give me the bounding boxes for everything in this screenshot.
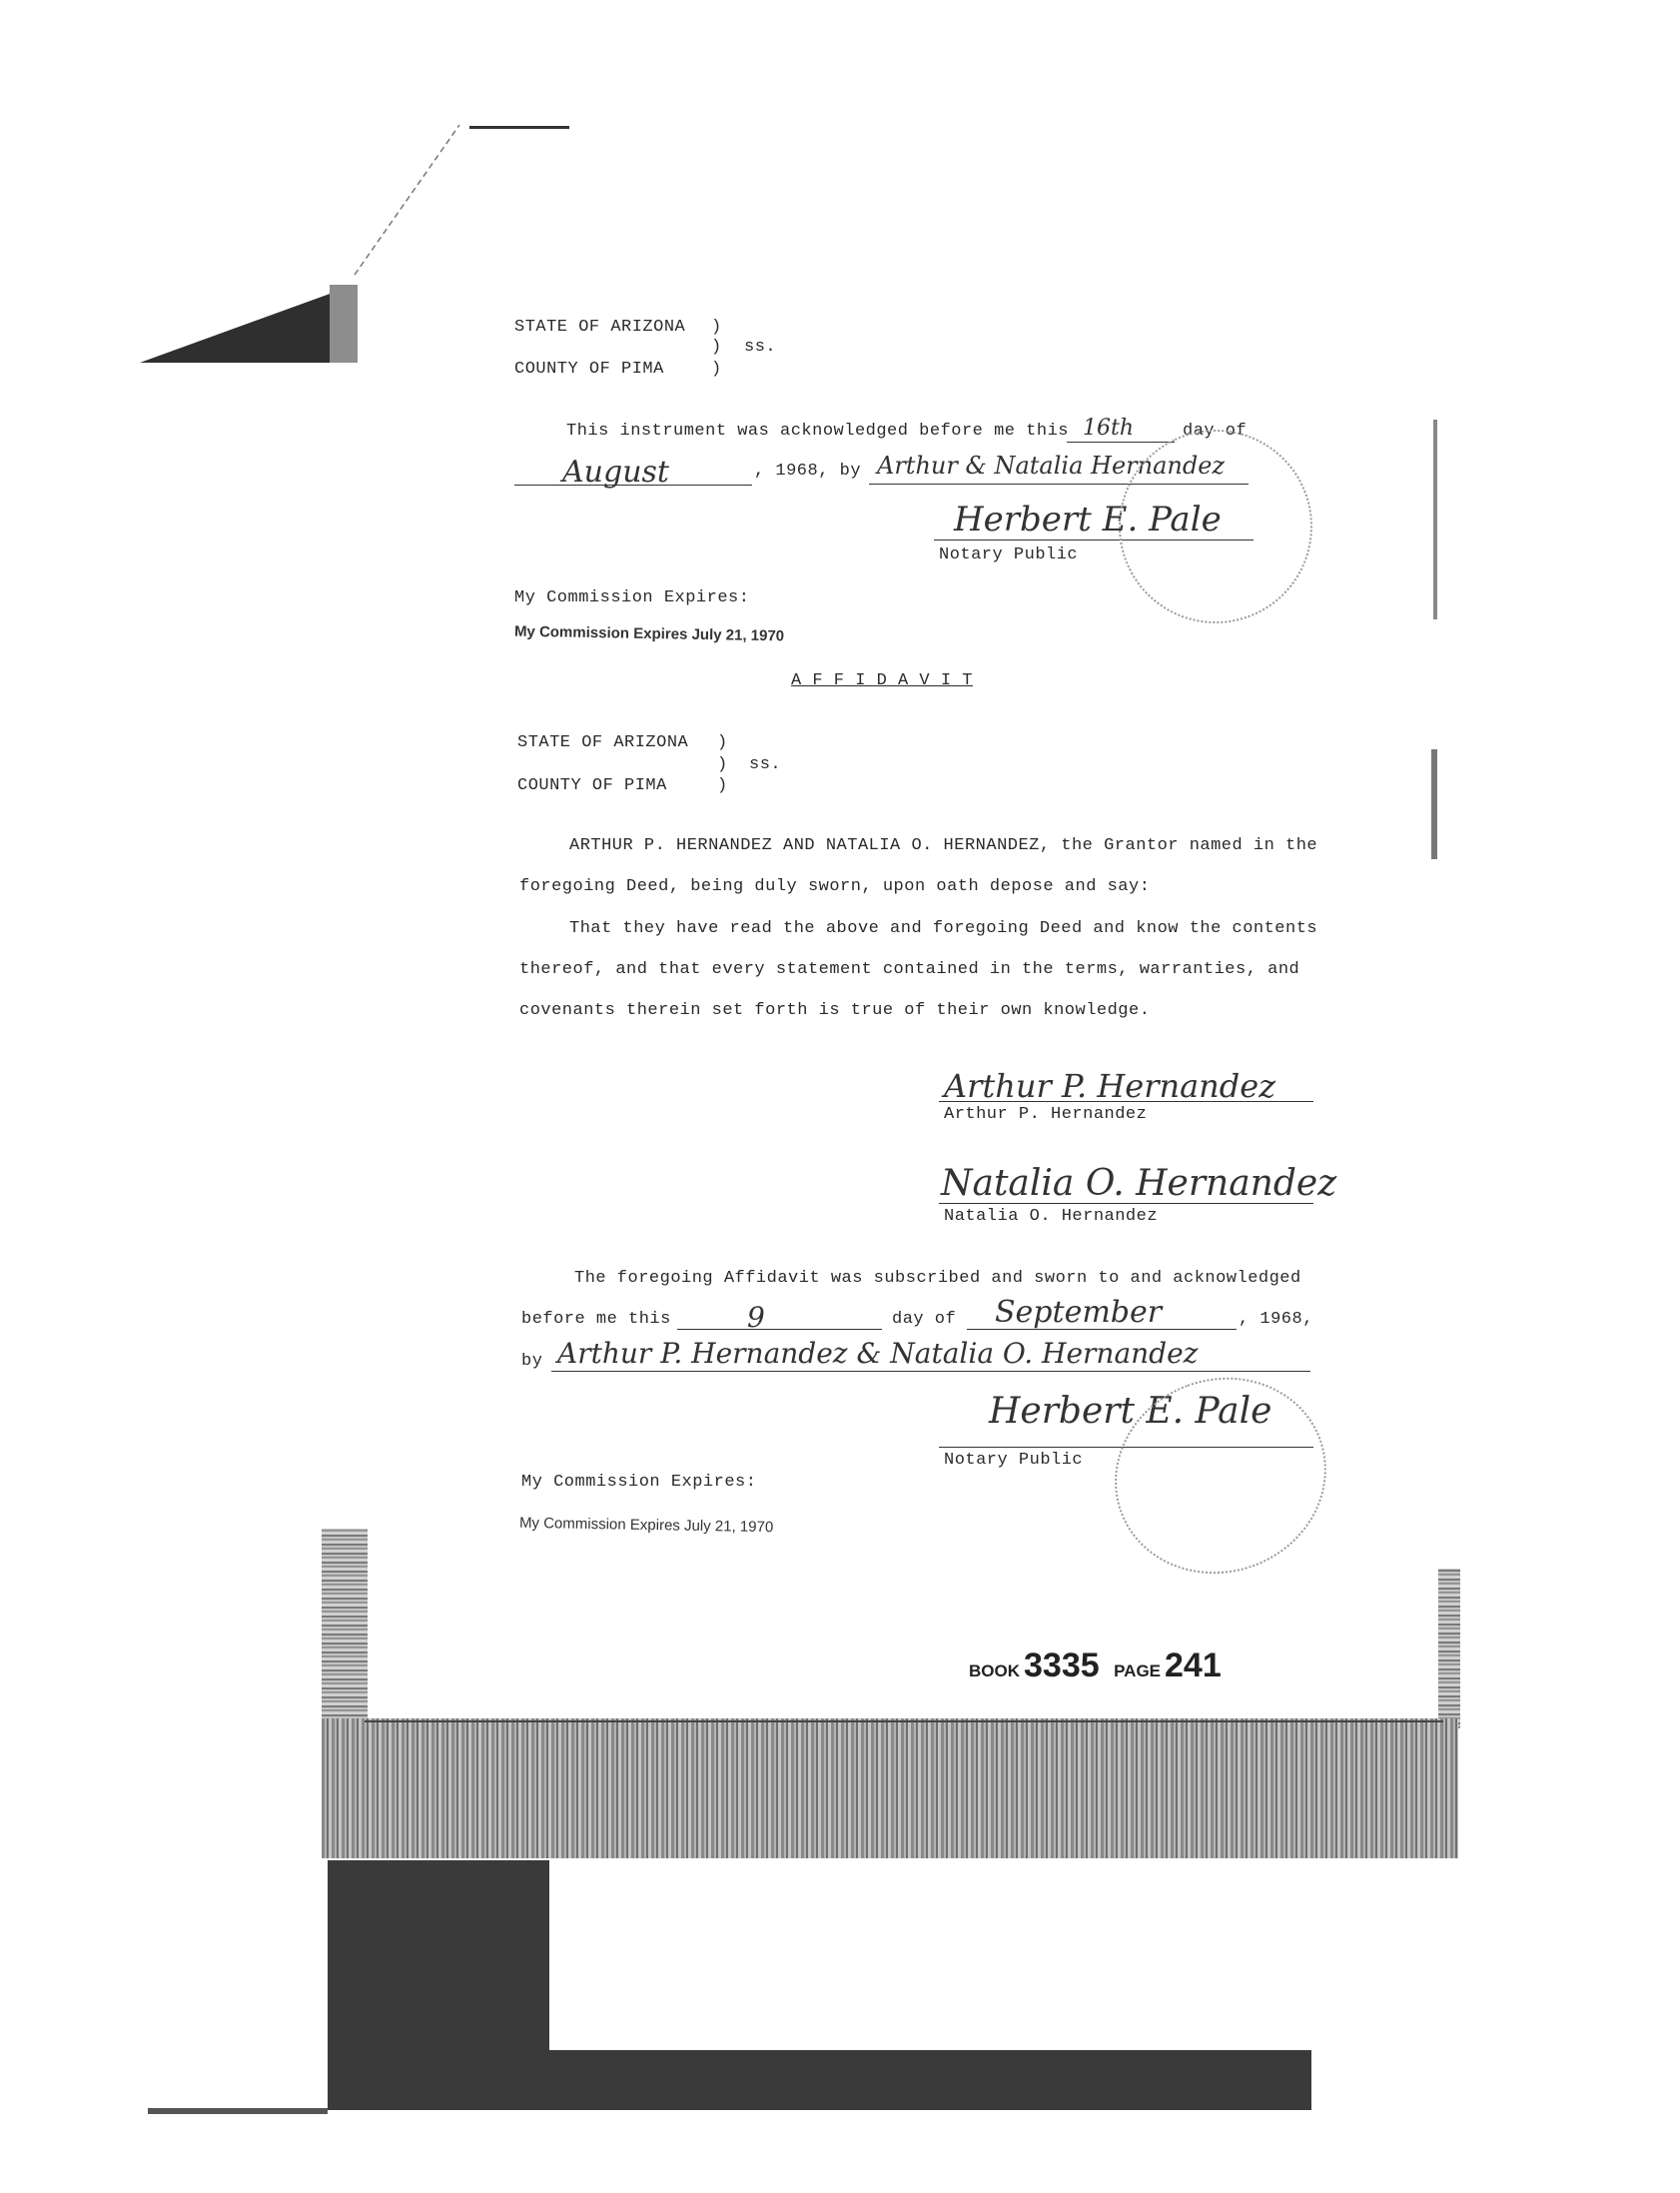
jurat-by-field xyxy=(551,1337,1310,1372)
signer1-name: Arthur P. Hernandez xyxy=(944,1105,1148,1124)
signer1-sig-line xyxy=(939,1101,1313,1102)
scan-page-edge xyxy=(365,1720,1443,1722)
affidavit-title: A F F I D A V I T xyxy=(791,671,973,690)
scan-top-rule xyxy=(469,126,569,129)
signer2-signature: Natalia O. Hernandez xyxy=(941,1163,1337,1204)
affidavit-body-line-2: foregoing Deed, being duly sworn, upon oath depose and say: xyxy=(519,877,1151,896)
ack-day-field xyxy=(1067,416,1175,443)
scan-right-strip xyxy=(1438,1569,1460,1728)
jurat-by-prefix: by xyxy=(521,1352,543,1371)
affidavit-body-line-1: ARTHUR P. HERNANDEZ AND NATALIA O. HERNANDEZ, the Grantor named in the xyxy=(569,836,1318,855)
jurat-month-field xyxy=(967,1295,1237,1330)
page-number: 241 xyxy=(1165,1646,1222,1684)
venue-county-2: COUNTY OF PIMA xyxy=(517,776,667,795)
jurat-before-prefix: before me this xyxy=(521,1310,671,1329)
jurat-day-value: 9 xyxy=(747,1301,765,1334)
notary2-commission-stamp: My Commission Expires July 21, 1970 xyxy=(518,1514,774,1537)
notary2-signature: Herbert E. Pale xyxy=(989,1391,1272,1432)
affidavit-body-line-4: thereof, and that every statement contained in the terms, warranties, and xyxy=(519,960,1300,979)
notary1-commission-stamp: My Commission Expires July 21, 1970 xyxy=(513,622,785,645)
scan-bottom-dark-bar xyxy=(328,2050,1311,2110)
ack-day-value: 16th xyxy=(1083,416,1135,441)
notary1-signature: Herbert E. Pale xyxy=(954,500,1222,540)
notary1-label: Notary Public xyxy=(939,546,1079,564)
notary1-commission-label: My Commission Expires: xyxy=(514,588,750,607)
jurat-day-of: day of xyxy=(892,1310,957,1329)
scan-diagonal-line xyxy=(350,120,469,280)
venue-bracket-1c: ) xyxy=(711,360,722,379)
scan-right-bar xyxy=(1433,420,1437,619)
jurat-by-value: Arthur P. Hernandez & Natalia O. Hernandez xyxy=(557,1337,1199,1370)
notary2-label: Notary Public xyxy=(944,1451,1084,1470)
page-label: PAGE xyxy=(1114,1661,1162,1680)
scan-right-bar-2 xyxy=(1431,749,1437,859)
ack-year-by: , 1968, by xyxy=(754,462,862,481)
signer2-name: Natalia O. Hernandez xyxy=(944,1207,1159,1226)
ack-prefix: This instrument was acknowledged before me this xyxy=(566,422,1069,441)
ack-month-value: August xyxy=(562,455,669,490)
scan-bottom-band xyxy=(322,1718,1458,1858)
venue-bracket-1b: ) xyxy=(711,338,722,357)
signer1-signature: Arthur P. Hernandez xyxy=(944,1067,1276,1105)
scan-bottom-edge xyxy=(148,2108,328,2114)
venue-county-1: COUNTY OF PIMA xyxy=(514,360,664,379)
ack-day-suffix: day of xyxy=(1183,422,1248,441)
venue-state-1: STATE OF ARIZONA xyxy=(514,318,686,337)
jurat-month-value: September xyxy=(995,1295,1163,1330)
jurat-day-field xyxy=(677,1301,882,1334)
ack-by-value: Arthur & Natalia Hernandez xyxy=(877,452,1226,480)
book-label: BOOK xyxy=(969,1661,1020,1680)
scan-left-strip xyxy=(322,1529,368,1738)
book-number: 3335 xyxy=(1024,1646,1100,1684)
signer2-sig-line xyxy=(939,1203,1313,1204)
jurat-year: , 1968, xyxy=(1239,1310,1313,1329)
venue-bracket-2a: ) xyxy=(717,733,728,752)
notary2-seal xyxy=(1087,1348,1353,1603)
venue-ss-2: ss. xyxy=(749,755,782,774)
affidavit-body-line-3: That they have read the above and foregoing Deed and know the contents xyxy=(569,919,1318,938)
notary2-commission-label: My Commission Expires: xyxy=(521,1473,757,1492)
ack-month-field xyxy=(514,455,752,490)
venue-bracket-2c: ) xyxy=(717,776,728,795)
scan-corner-wedge xyxy=(140,275,360,365)
jurat-line-1: The foregoing Affidavit was subscribed and sworn to and acknowledged xyxy=(574,1269,1301,1288)
venue-ss-1: ss. xyxy=(744,338,777,357)
affidavit-body-line-5: covenants therein set forth is true of their own knowledge. xyxy=(519,1001,1151,1020)
venue-bracket-2b: ) xyxy=(717,755,728,774)
recording-stamp xyxy=(969,1646,1222,1685)
venue-state-2: STATE OF ARIZONA xyxy=(517,733,689,752)
venue-bracket-1a: ) xyxy=(711,318,722,337)
